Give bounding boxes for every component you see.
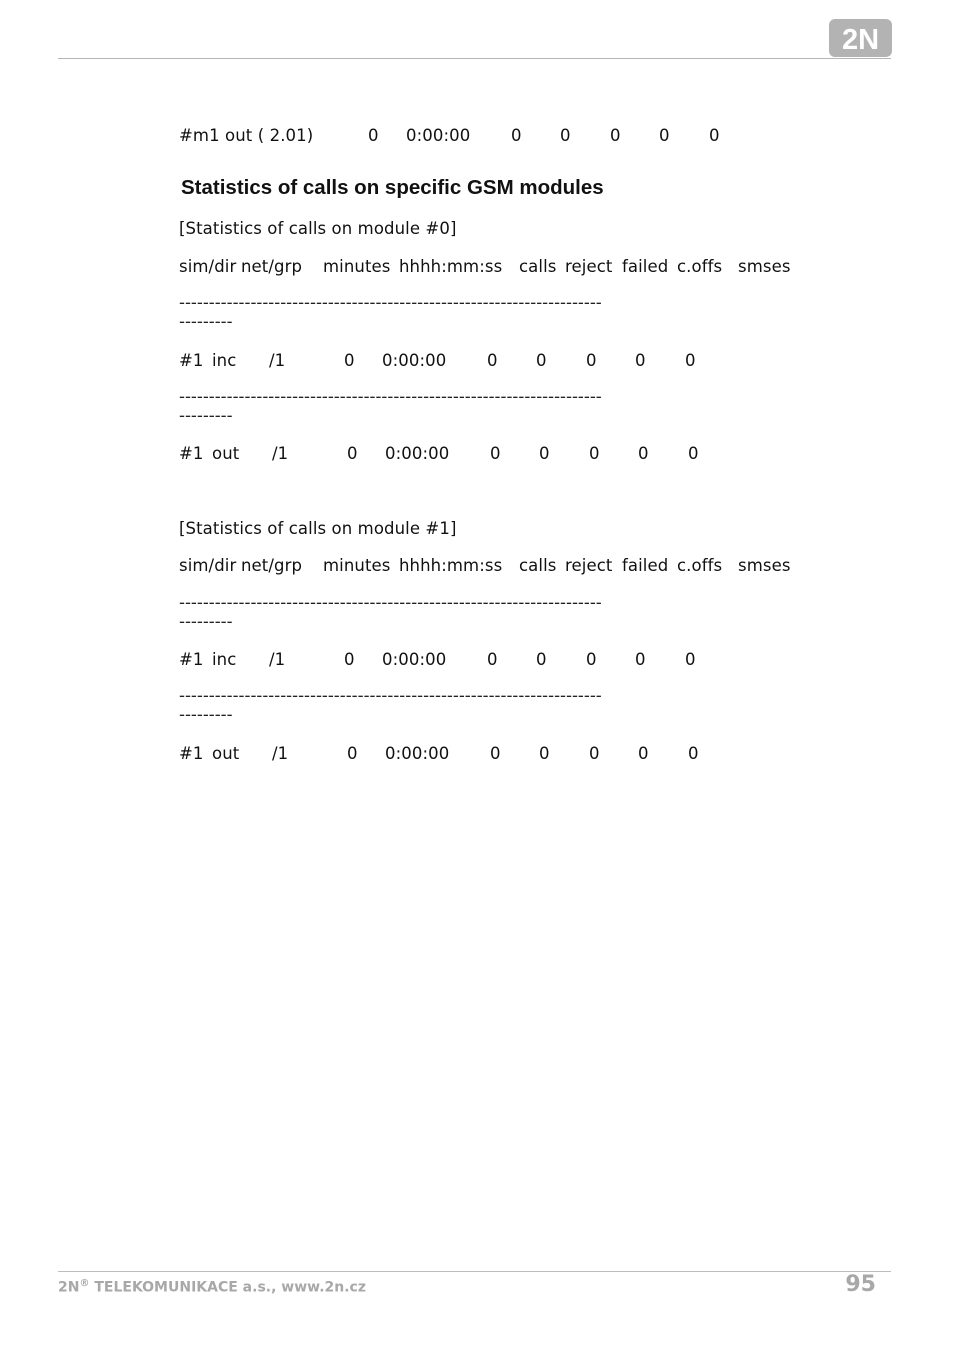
smses-cell: 0 — [688, 444, 699, 463]
smses-cell: 0 — [685, 650, 696, 669]
calls-cell: 0 — [487, 650, 498, 669]
col-netgrp: net/grp — [241, 257, 303, 276]
footer-company — [58, 1278, 366, 1296]
dir-cell: out — [212, 744, 240, 763]
section-heading: Statistics of calls on specific GSM modules — [181, 176, 604, 199]
svg-text:2N: 2N — [841, 24, 880, 56]
col-duration: hhhh:mm:ss — [399, 556, 503, 575]
grp-cell: /1 — [269, 650, 286, 669]
sim-cell: #1 — [179, 444, 204, 463]
duration-cell: 0:00:00 — [385, 744, 450, 763]
col-reject: reject — [565, 556, 613, 575]
calls-cell: 0 — [490, 744, 501, 763]
duration-cell: 0:00:00 — [406, 126, 471, 145]
col-smses: smses — [738, 556, 791, 575]
sim-cell: #1 — [179, 351, 204, 370]
col-smses: smses — [738, 257, 791, 276]
footer-brand: 2N — [58, 1279, 80, 1296]
col-simdir: sim/dir — [179, 556, 237, 575]
grp-cell: /1 — [272, 744, 289, 763]
header-rule — [58, 58, 891, 59]
separator — [179, 593, 889, 631]
coffs-cell: 0 — [635, 351, 646, 370]
col-calls: calls — [519, 556, 557, 575]
minutes-cell: 0 — [344, 650, 355, 669]
reject-cell: 0 — [539, 444, 550, 463]
smses-cell: 0 — [709, 126, 720, 145]
col-calls: calls — [519, 257, 557, 276]
col-minutes: minutes — [323, 257, 391, 276]
separator — [179, 387, 889, 425]
sim-cell: #1 — [179, 744, 204, 763]
coffs-cell: 0 — [659, 126, 670, 145]
failed-cell: 0 — [589, 744, 600, 763]
failed-cell: 0 — [586, 650, 597, 669]
separator-line: --------- — [179, 705, 233, 724]
failed-cell: 0 — [610, 126, 621, 145]
separator — [179, 686, 889, 724]
dir-cell: out — [212, 444, 240, 463]
separator-line: --------- — [179, 312, 233, 331]
separator-line: ----------------------------------------------------------------------- — [179, 387, 602, 406]
calls-cell: 0 — [487, 351, 498, 370]
col-coffs: c.offs — [677, 556, 723, 575]
grp-cell: /1 — [272, 444, 289, 463]
footer-company-text: TELEKOMUNIKACE a.s., www.2n.cz — [89, 1279, 366, 1296]
separator-line: ----------------------------------------------------------------------- — [179, 593, 602, 612]
col-failed: failed — [622, 257, 669, 276]
separator-line: ----------------------------------------------------------------------- — [179, 293, 602, 312]
duration-cell: 0:00:00 — [382, 650, 447, 669]
page-number: 95 — [845, 1272, 876, 1297]
smses-cell: 0 — [688, 744, 699, 763]
col-netgrp: net/grp — [241, 556, 303, 575]
coffs-cell: 0 — [635, 650, 646, 669]
reject-cell: 0 — [560, 126, 571, 145]
coffs-cell: 0 — [638, 744, 649, 763]
grp-cell: /1 — [269, 351, 286, 370]
separator — [179, 293, 889, 331]
reject-cell: 0 — [539, 744, 550, 763]
duration-cell: 0:00:00 — [382, 351, 447, 370]
smses-cell: 0 — [685, 351, 696, 370]
dir-cell: inc — [212, 351, 237, 370]
failed-cell: 0 — [586, 351, 597, 370]
row-label: #m1 out ( 2.01) — [179, 126, 314, 145]
minutes-cell: 0 — [344, 351, 355, 370]
duration-cell: 0:00:00 — [385, 444, 450, 463]
dir-cell: inc — [212, 650, 237, 669]
minutes-cell: 0 — [347, 744, 358, 763]
col-failed: failed — [622, 556, 669, 575]
sim-cell: #1 — [179, 650, 204, 669]
registered-mark: ® — [79, 1278, 90, 1289]
table-row — [179, 744, 699, 953]
footer-rule — [58, 1271, 891, 1272]
reject-cell: 0 — [536, 650, 547, 669]
separator-line: --------- — [179, 406, 233, 425]
separator-line: ----------------------------------------------------------------------- — [179, 686, 602, 705]
col-minutes: minutes — [323, 556, 391, 575]
calls-cell: 0 — [511, 126, 522, 145]
brand-logo — [829, 19, 892, 57]
minutes-cell: 0 — [368, 126, 379, 145]
col-duration: hhhh:mm:ss — [399, 257, 503, 276]
module-1-title: [Statistics of calls on module #1] — [179, 519, 457, 538]
col-reject: reject — [565, 257, 613, 276]
minutes-cell: 0 — [347, 444, 358, 463]
separator-line: --------- — [179, 612, 233, 631]
col-coffs: c.offs — [677, 257, 723, 276]
module-0-title: [Statistics of calls on module #0] — [179, 219, 457, 238]
col-simdir: sim/dir — [179, 257, 237, 276]
coffs-cell: 0 — [638, 444, 649, 463]
calls-cell: 0 — [490, 444, 501, 463]
failed-cell: 0 — [589, 444, 600, 463]
reject-cell: 0 — [536, 351, 547, 370]
